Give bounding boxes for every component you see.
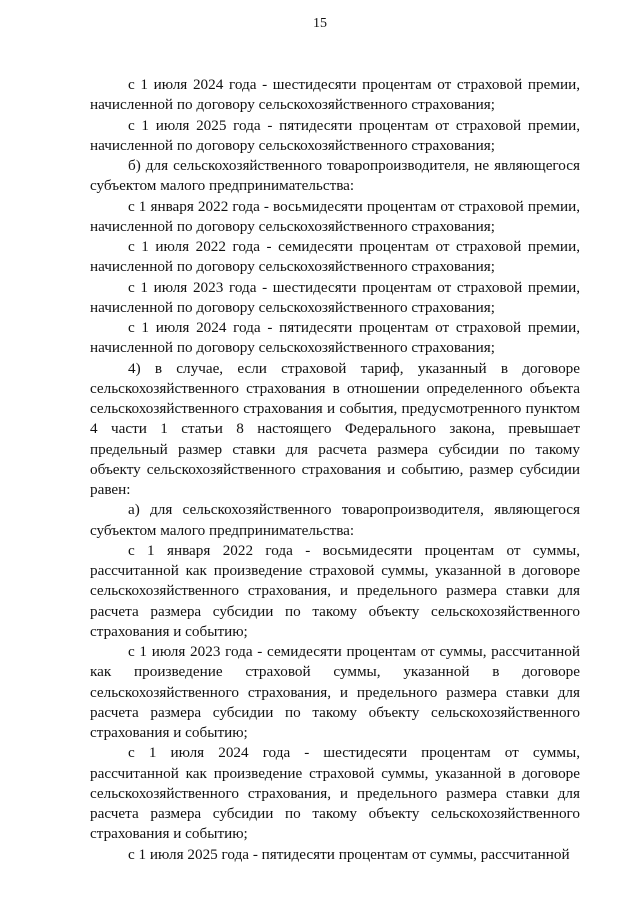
paragraph: а) для сельскохозяйственного товаропроизводителя, являющегося субъектом малого предпринимательства: <box>90 501 580 539</box>
paragraph: 4) в случае, если страховой тариф, указанный в договоре сельскохозяйственного страхования в отношении определенного объекта сельскохозяйственного страхования и события, предусмотренного пунктом 4 части 1 статьи 8 настоящего Федерального закона, превышает предельный размер ставки для расчета размера субсидии по такому объекту сельскохозяйственного страхования и событию, размер субсидии равен: <box>90 359 580 498</box>
paragraph: с 1 июля 2024 года - шестидесяти процентам от страховой премии, начисленной по договору сельскохозяйственного страхования; <box>90 76 580 114</box>
paragraph: с 1 июля 2024 года - шестидесяти процентам от суммы, рассчитанной как произведение страховой суммы, указанной в договоре сельскохозяйственного страхования, и предельного размера ставки для расчета размера субсидии по такому объекту сельскохозяйственного страхования и событию; <box>90 744 580 843</box>
paragraph: с 1 июля 2022 года - семидесяти процентам от страховой премии, начисленной по договору сельскохозяйственного страхования; <box>90 238 580 276</box>
paragraph: с 1 июля 2024 года - пятидесяти процентам от страховой премии, начисленной по договору сельскохозяйственного страхования; <box>90 319 580 357</box>
paragraph: с 1 июля 2025 года - пятидесяти процентам от суммы, рассчитанной <box>128 845 570 863</box>
document-body <box>90 75 580 865</box>
paragraph: с 1 июля 2025 года - пятидесяти процентам от страховой премии, начисленной по договору сельскохозяйственного страхования; <box>90 116 580 154</box>
paragraph: с 1 июля 2023 года - семидесяти процентам от суммы, рассчитанной как произведение страховой суммы, указанной в договоре сельскохозяйственного страхования, и предельного размера ставки для расчета размера субсидии по такому объекту сельскохозяйственного страхования и событию; <box>90 643 580 741</box>
paragraph: с 1 января 2022 года - восьмидесяти процентам от страховой премии, начисленной по договору сельскохозяйственного страхования; <box>90 197 580 235</box>
paragraph: с 1 января 2022 года - восьмидесяти процентам от суммы, рассчитанной как произведение страховой суммы, указанной в договоре сельскохозяйственного страхования, и предельного размера ставки для расчета размера субсидии по такому объекту сельскохозяйственного страхования и событию; <box>90 541 580 640</box>
paragraph: б) для сельскохозяйственного товаропроизводителя, не являющегося субъектом малого предпринимательства: <box>90 157 580 195</box>
paragraph: с 1 июля 2023 года - шестидесяти процентам от страховой премии, начисленной по договору сельскохозяйственного страхования; <box>90 278 580 316</box>
page-number: 15 <box>313 16 327 31</box>
